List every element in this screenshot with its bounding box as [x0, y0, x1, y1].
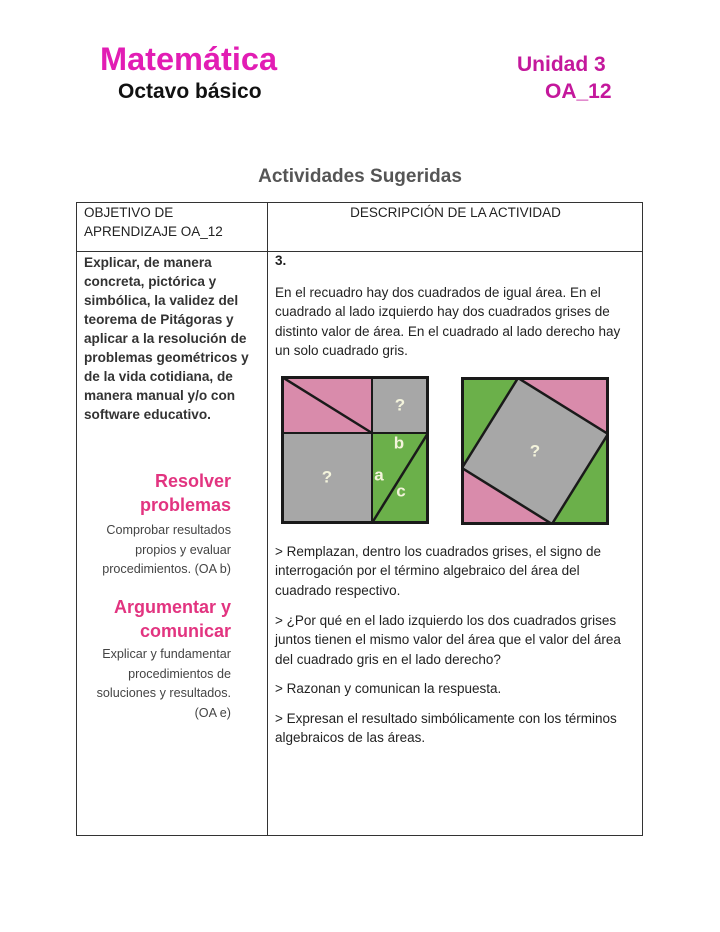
skill-description-argumentar-comunicar: Explicar y fundamentar procedimientos de soluciones y resultados. (OA e): [96, 647, 231, 720]
activity-number: 3.: [275, 253, 287, 268]
skill-description-resolver-problemas: Comprobar resultados propios y evaluar procedimientos. (OA b): [102, 523, 231, 576]
activity-step-1: > Remplazan, dentro los cuadrados grises, el signo de interrogación por el término algebraico del área del cuadrado respectivo.: [275, 544, 602, 598]
header-description: DESCRIPCIÓN DE LA ACTIVIDAD: [350, 205, 561, 220]
section-title: Actividades Sugeridas: [258, 166, 462, 187]
question-mark-large: ?: [321, 467, 333, 487]
pythagoras-left-square-diagram: [281, 376, 429, 524]
activity-step-4: > Expresan el resultado simbólicamente con los términos algebraicos de las áreas.: [275, 711, 617, 746]
label-a: a: [374, 465, 384, 485]
pythagoras-right-square-diagram: [461, 377, 609, 525]
skill-title-resolver-problemas: Resolver problemas: [139, 471, 231, 515]
objective-code: OA_12: [545, 80, 612, 103]
skill-title-argumentar-comunicar: Argumentar y comunicar: [113, 597, 231, 641]
header-objective: OBJETIVO DE APRENDIZAJE OA_12: [84, 205, 223, 239]
objective-text: Explicar, de manera concreta, pictórica y simbólica, la validez del teorema de Pitágoras y aplicar a la resolución de problemas geométricos y de la vida cotidiana, de manera manual y/o con software educativo.: [84, 255, 249, 422]
label-c: c: [396, 481, 406, 501]
table-header-divider: [76, 251, 643, 252]
activity-step-3: > Razonan y comunican la respuesta.: [275, 681, 502, 696]
table-column-divider: [267, 202, 268, 836]
activity-step-2: > ¿Por qué en el lado izquierdo los dos cuadrados grises juntos tienen el mismo valor del área que el valor del área del cuadrado gris en el lado derecho?: [275, 613, 621, 667]
grade-subtitle: Octavo básico: [118, 80, 262, 103]
question-mark-small: ?: [394, 395, 406, 415]
unit-label: Unidad 3: [517, 53, 606, 76]
subject-title: Matemática: [100, 41, 278, 77]
activity-intro: En el recuadro hay dos cuadrados de igual área. En el cuadrado al lado izquierdo hay dos cuadrados grises de distinto valor de área. En el cuadrado al lado derecho hay un solo cuadrado gris.: [275, 285, 621, 358]
question-mark-tilted: ?: [529, 441, 541, 461]
label-b: b: [393, 433, 405, 453]
